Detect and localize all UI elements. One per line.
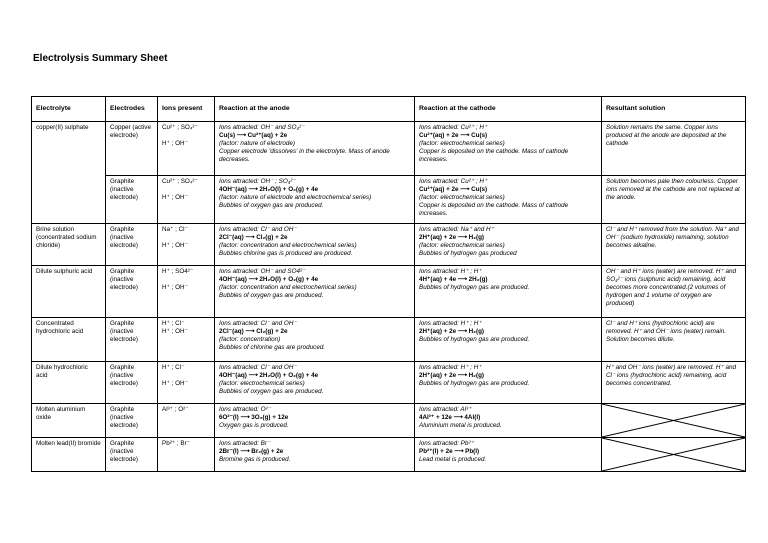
anode-ions-attracted: Ions attracted: OH⁻ ; SO₄²⁻ <box>219 178 296 185</box>
cathode-factor: (factor: electrochemical series) <box>419 194 505 201</box>
cathode-factor: (factor: electrochemical series) <box>419 140 505 147</box>
header-electrodes: Electrodes <box>106 97 158 122</box>
cathode-equation: 2H⁺(aq) + 2e ⟶ H₂(g) <box>419 328 485 335</box>
document-title: Electrolysis Summary Sheet <box>33 53 168 64</box>
anode-equation: 2Cl⁻(aq) ⟶ Cl₂(g) + 2e <box>219 234 288 241</box>
resultant-cell: Solution remains the same. Copper ions produced at the anode are deposited at the cathode <box>602 122 746 176</box>
anode-observation: Bubbles of oxygen gas are produced. <box>219 202 324 209</box>
anode-observation: Bromine gas is produced. <box>219 456 291 463</box>
anode-cell <box>215 438 415 472</box>
ions-cell <box>158 122 215 176</box>
resultant-not-applicable-cell <box>602 404 746 438</box>
cathode-observation: Bubbles of hydrogen gas produced <box>419 250 517 257</box>
anode-equation: 4OH⁻(aq) ⟶ 2H₂O(l) + O₂(g) + 4e <box>219 372 319 379</box>
anode-cell <box>215 318 415 362</box>
electrodes-cell: Graphite (inactive electrode) <box>106 318 158 362</box>
cathode-observation: Lead metal is produced. <box>419 456 487 463</box>
electrolyte-cell: copper(II) sulphate <box>32 122 106 224</box>
resultant-cell: Cl⁻ and H⁺ ions (hydrochloric acid) are removed. H⁺ and OH⁻ ions (water) remain. Solution becomes dilute. <box>602 318 746 362</box>
ions-line: H⁺ ; OH⁻ <box>162 328 188 335</box>
anode-ions-attracted: Ions attracted: O²⁻ <box>219 406 271 413</box>
anode-equation: Cu(s) ⟶ Cu²⁺(aq) + 2e <box>219 132 288 139</box>
anode-factor: (factor: nature of electrode and electrochemical series) <box>219 194 372 201</box>
resultant-not-applicable-cell <box>602 438 746 472</box>
cathode-observation: Copper is deposited on the cathode. Mass of cathode increases. <box>419 202 569 217</box>
cathode-ions-attracted: Ions attracted: H⁺ ; H⁺ <box>419 268 482 275</box>
anode-equation: 2Br⁻(l) ⟶ Br₂(g) + 2e <box>219 448 284 455</box>
electrodes-cell: Copper (active electrode) <box>106 122 158 176</box>
electrolyte-cell: Molten aluminium oxide <box>32 404 106 438</box>
ions-line: H⁺ ; Cl⁻ <box>162 364 185 371</box>
anode-factor: (factor: concentration and electrochemical series) <box>219 242 357 249</box>
anode-equation: 4OH⁻(aq) ⟶ 2H₂O(l) + O₂(g) + 4e <box>219 186 319 193</box>
anode-equation: 2Cl⁻(aq) ⟶ Cl₂(g) + 2e <box>219 328 288 335</box>
anode-observation: Bubbles of chlorine gas are produced. <box>219 344 326 351</box>
cathode-ions-attracted: Ions attracted: Cu²⁺ ; H⁺ <box>419 124 488 131</box>
anode-observation: Bubbles chlorine gas is produced are produced. <box>219 250 353 257</box>
header-row <box>32 97 746 122</box>
anode-ions-attracted: Ions attracted: Cl⁻ and OH⁻ <box>219 364 297 371</box>
table-row <box>32 224 746 266</box>
table-row <box>32 318 746 362</box>
anode-ions-attracted: Ions attracted: OH⁻ and SO₄²⁻ <box>219 124 305 131</box>
table-row <box>32 362 746 404</box>
cathode-cell <box>415 318 602 362</box>
cathode-equation: 2H⁺(aq) + 2e ⟶ H₂(g) <box>419 234 485 241</box>
ions-cell <box>158 176 215 224</box>
table-row <box>32 438 746 472</box>
table-row <box>32 404 746 438</box>
cathode-equation: Cu²⁺(aq) + 2e ⟶ Cu(s) <box>419 186 488 193</box>
electrolyte-cell: Molten lead(II) bromide <box>32 438 106 472</box>
ions-line: H⁺ ; OH⁻ <box>162 140 188 147</box>
electrodes-cell: Graphite (inactive electrode) <box>106 266 158 318</box>
anode-cell <box>215 266 415 318</box>
header-cathode: Reaction at the cathode <box>415 97 602 122</box>
cathode-ions-attracted: Ions attracted: Al³⁺ <box>419 406 472 413</box>
electrodes-cell: Graphite (inactive electrode) <box>106 176 158 224</box>
anode-cell <box>215 224 415 266</box>
ions-line: Cu²⁺ ; SO₄²⁻ <box>162 124 198 131</box>
cathode-equation: 2H⁺(aq) + 2e ⟶ H₂(g) <box>419 372 485 379</box>
ions-cell <box>158 404 215 438</box>
cathode-cell <box>415 122 602 176</box>
cathode-factor: (factor: electrochemical series) <box>419 242 505 249</box>
anode-ions-attracted: Ions attracted: Cl⁻ and OH⁻ <box>219 226 297 233</box>
anode-factor: (factor: nature of electrode) <box>219 140 295 147</box>
anode-cell <box>215 176 415 224</box>
ions-line: H⁺ ; OH⁻ <box>162 242 188 249</box>
electrodes-cell: Graphite (inactive electrode) <box>106 404 158 438</box>
anode-factor: (factor: electrochemical series) <box>219 380 305 387</box>
cathode-observation: Copper is deposited on the cathode. Mass of cathode increases. <box>419 148 569 163</box>
anode-observation: Bubbles of oxygen gas are produced. <box>219 292 324 299</box>
electrolysis-summary-table <box>31 96 746 472</box>
anode-ions-attracted: Ions attracted: Br⁻ <box>219 440 271 447</box>
ions-line: H⁺ ; OH⁻ <box>162 284 188 291</box>
resultant-cell: Solution becomes pale then colourless. Copper ions removed at the cathode are not replaced at the anode. <box>602 176 746 224</box>
table-row <box>32 122 746 176</box>
ions-line: H⁺ ; OH⁻ <box>162 194 188 201</box>
header-resultant: Resultant solution <box>602 97 746 122</box>
cathode-ions-attracted: Ions attracted: H⁺ ; H⁺ <box>419 320 482 327</box>
anode-equation: 4OH⁻(aq) ⟶ 2H₂O(l) + O₂(g) + 4e <box>219 276 319 283</box>
cathode-cell <box>415 438 602 472</box>
cathode-cell <box>415 404 602 438</box>
electrolyte-cell: Brine solution (concentrated sodium chloride) <box>32 224 106 266</box>
cathode-cell <box>415 176 602 224</box>
ions-line: Pb²⁺ ; Br⁻ <box>162 440 190 447</box>
table-row <box>32 176 746 224</box>
anode-factor: (factor: concentration and electrochemical series) <box>219 284 357 291</box>
anode-observation: Bubbles of oxygen gas are produced. <box>219 388 324 395</box>
ions-line: H⁺ ; OH⁻ <box>162 380 188 387</box>
resultant-cell: OH⁻ and H⁺ ions (water) are removed. H⁺ and SO₄²⁻ ions (sulphuric acid) remaining, acid becomes more concentrated.(2 volumes of hydrogen and 1 volume of oxygen are produced) <box>602 266 746 318</box>
anode-cell <box>215 362 415 404</box>
resultant-cell: Cl⁻ and H⁺ removed from the solution. Na⁺ and OH⁻ (sodium hydroxide) remaining, solution becomes alkaline. <box>602 224 746 266</box>
cathode-ions-attracted: Ions attracted: Na⁺ and H⁺ <box>419 226 494 233</box>
anode-ions-attracted: Ions attracted: OH⁻ and SO4²⁻ <box>219 268 306 275</box>
anode-equation: 6O²⁻(l) ⟶ 3O₂(g) + 12e <box>219 414 289 421</box>
cathode-cell <box>415 266 602 318</box>
ions-cell <box>158 224 215 266</box>
header-electrolyte: Electrolyte <box>32 97 106 122</box>
cross-out-mark <box>602 404 745 437</box>
header-ions-present: Ions present <box>158 97 215 122</box>
anode-ions-attracted: Ions attracted: Cl⁻ and OH⁻ <box>219 320 297 327</box>
ions-cell <box>158 438 215 472</box>
cathode-cell <box>415 362 602 404</box>
cathode-observation: Bubbles of hydrogen gas are produced. <box>419 380 530 387</box>
header-anode: Reaction at the anode <box>215 97 415 122</box>
ions-cell <box>158 362 215 404</box>
cathode-equation: 4H⁺(aq) + 4e ⟶ 2H₂(g) <box>419 276 488 283</box>
cathode-observation: Aluminium metal is produced. <box>419 422 502 429</box>
cathode-ions-attracted: Ions attracted: H⁺ ; H⁺ <box>419 364 482 371</box>
anode-cell <box>215 122 415 176</box>
electrolyte-cell: Concentrated hydrochloric acid <box>32 318 106 362</box>
electrolyte-cell: Dilute hydrochloric acid <box>32 362 106 404</box>
cathode-observation: Bubbles of hydrogen gas are produced. <box>419 336 530 343</box>
electrodes-cell: Graphite (inactive electrode) <box>106 438 158 472</box>
cathode-equation: Cu²⁺(aq) + 2e ⟶ Cu(s) <box>419 132 488 139</box>
cathode-cell <box>415 224 602 266</box>
ions-cell <box>158 266 215 318</box>
cathode-observation: Bubbles of hydrogen gas are produced. <box>419 284 530 291</box>
electrodes-cell: Graphite (inactive electrode) <box>106 362 158 404</box>
cathode-ions-attracted: Ions attracted: Cu²⁺ ; H⁺ <box>419 178 488 185</box>
resultant-cell: H⁺ and OH⁻ ions (water) are removed. H⁺ and Cl⁻ ions (hydrochloric acid) remaining, acid becomes concentrated. <box>602 362 746 404</box>
anode-observation: Oxygen gas is produced. <box>219 422 289 429</box>
ions-line: Al³⁺ ; O²⁻ <box>162 406 189 413</box>
ions-cell <box>158 318 215 362</box>
anode-observation: Copper electrode 'dissolves' in the electrolyte. Mass of anode decreases. <box>219 148 390 163</box>
ions-line: H⁺ ; SO4²⁻ <box>162 268 194 275</box>
ions-line: H⁺ ; Cl⁻ <box>162 320 185 327</box>
table-row <box>32 266 746 318</box>
cross-out-mark <box>602 438 745 471</box>
cathode-equation: 4Al³⁺ + 12e ⟶ 4Al(l) <box>419 414 481 421</box>
anode-factor: (factor: concentration) <box>219 336 281 343</box>
electrolyte-cell: Dilute sulphuric acid <box>32 266 106 318</box>
anode-cell <box>215 404 415 438</box>
cathode-equation: Pb²⁺(l) + 2e ⟶ Pb(l) <box>419 448 480 455</box>
ions-line: Na⁺ ; Cl⁻ <box>162 226 188 233</box>
ions-line: Cu²⁺ ; SO₄²⁻ <box>162 178 198 185</box>
cathode-ions-attracted: Ions attracted: Pb²⁺ <box>419 440 474 447</box>
electrodes-cell: Graphite (inactive electrode) <box>106 224 158 266</box>
